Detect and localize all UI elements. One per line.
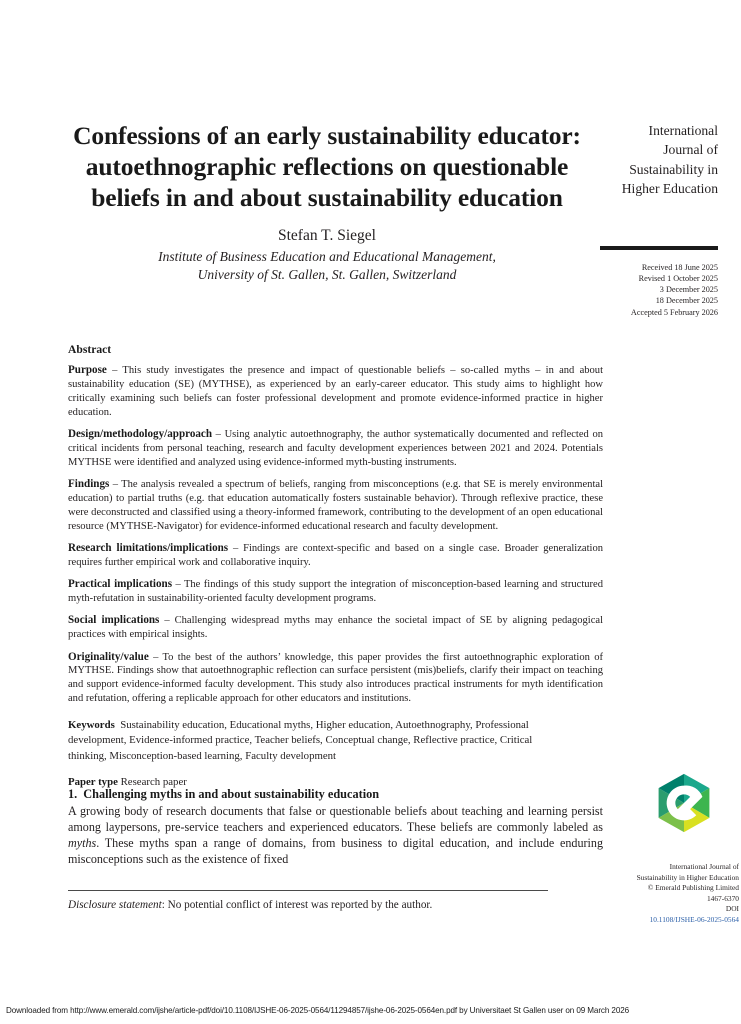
- imprint-doi: [593, 904, 739, 925]
- section-1-emphasis-myths: myths: [68, 836, 97, 851]
- keywords-line: [68, 718, 568, 764]
- affiliation-line-1: Institute of Business Education and Educational Management,: [158, 248, 496, 264]
- header-divider-rule: [600, 246, 718, 250]
- section-1: [68, 787, 603, 867]
- imprint-journal-line-1: International Journal of: [669, 862, 739, 871]
- abstract-originality-text: To the best of the authors’ knowledge, this paper provides the first autoethnographic exploration of MYTHSE. Findings show that autoethnographic reflection can surface persistent (mis)beliefs, clarify their impact on teaching and support evidence-informed faculty development. This study also introduces practical instruments for myth identification and refutation, offering a replicable approach for other educators and institutions.: [68, 651, 603, 705]
- emerald-hexagon-icon: [653, 772, 715, 834]
- abstract-originality-dash: –: [148, 651, 163, 663]
- abstract-heading: Abstract: [68, 343, 112, 356]
- journal-title-line-1: International: [648, 123, 718, 138]
- date-revised-2: 3 December 2025: [659, 285, 718, 295]
- journal-title-line-2: Journal of: [663, 142, 718, 158]
- abstract-design-text: Using analytic autoethnography, the author systematically documented and reflected on critical incidents from personal teaching, research and faculty development experiences between 2021 and 2024. Potentials MYTHSE were identified and analyzed using evidence-informed myth-busting instruments.: [68, 428, 603, 468]
- abstract-limitations: [68, 541, 603, 570]
- author-name: Stefan T. Siegel: [277, 227, 376, 245]
- abstract-purpose-text: This study investigates the presence and impact of questionable beliefs – so-called myths – in and about sustainability education (SE) (MYTHSE), as experienced by an early-career educator. This study aims to highlight how critically examining such beliefs can foster professional development and promote evidence-informed practice in higher education.: [68, 365, 603, 418]
- abstract-social-dash: –: [159, 615, 175, 627]
- imprint-copyright: © Emerald Publishing Limited: [647, 883, 739, 893]
- imprint-journal-line-2: Sustainability in Higher Education: [636, 872, 739, 882]
- journal-title-line-3: Sustainability in: [629, 161, 718, 177]
- doi-label: DOI: [725, 904, 739, 914]
- abstract-findings: [68, 477, 603, 533]
- journal-title-line-4: Higher Education: [621, 180, 718, 196]
- section-1-text-part-1: A growing body of research documents that false or questionable beliefs about teaching and learning persist among laypersons, pre-service teachers and experienced educators. These beliefs are commonly labeled as: [68, 804, 603, 835]
- abstract-practical-text: The findings of this study support the integration of misconception-based learning and structured myth-refutation in sustainability-oriented faculty development programs.: [68, 579, 603, 605]
- date-received: Received 18 June 2025: [641, 263, 718, 272]
- title-block: [66, 120, 588, 284]
- doi-link[interactable]: 10.1108/IJSHE-06-2025-0564: [649, 914, 739, 924]
- abstract-findings-text: The analysis revealed a spectrum of beliefs, ranging from misconceptions (e.g. that SE is merely environmental education) to partial truths (e.g. that education automatically fosters sustainable behavior). Through reflexive practice, these were deconstructed and classified using a theory-informed framework, contributing to the development of an open educational resource (MYTHSE-Navigator) for evidence-informed educational research and faculty development.: [68, 479, 603, 532]
- abstract-social-text: Challenging widespread myths may enhance the societal impact of SE by aligning pedagogical practices with empirical insights.: [68, 615, 604, 641]
- section-1-paragraph: [68, 803, 603, 867]
- author-affiliation: [66, 248, 588, 284]
- paper-type-label: Paper type: [68, 776, 118, 789]
- abstract-practical-dash: –: [172, 579, 184, 591]
- imprint-issn: 1467-6370: [706, 893, 739, 903]
- abstract-originality: [68, 650, 603, 706]
- abstract-originality-label: Originality/value: [68, 650, 149, 663]
- abstract-findings-label: Findings: [68, 478, 110, 491]
- abstract-design-label: Design/methodology/approach: [68, 427, 213, 440]
- affiliation-line-2: University of St. Gallen, St. Gallen, Switzerland: [197, 266, 457, 282]
- section-1-text-part-2: . These myths span a range of domains, from business to digital education, and include enduring misconceptions such as the existence of fixed: [68, 836, 603, 867]
- date-accepted: Accepted 5 February 2026: [630, 307, 718, 317]
- emerald-logo: [653, 772, 715, 834]
- abstract-section: [68, 343, 603, 790]
- abstract-practical-label: Practical implications: [68, 578, 173, 591]
- section-1-title: Challenging myths in and about sustainability education: [83, 787, 380, 801]
- abstract-limitations-dash: –: [228, 542, 244, 554]
- publication-dates: [588, 262, 718, 318]
- keywords-value: Sustainability education, Educational myths, Higher education, Autoethnography, Professional development, Evidence-informed practice, Teacher beliefs, Conceptual change, Reflective practice, Critical thinking, Misconception-based learning, Faculty development: [68, 719, 533, 762]
- abstract-design-dash: –: [212, 428, 225, 440]
- abstract-purpose-dash: –: [106, 365, 123, 376]
- abstract-findings-dash: –: [109, 479, 122, 491]
- journal-title-header: [598, 121, 718, 198]
- paper-header: [0, 0, 741, 330]
- disclosure-divider-rule: [68, 890, 548, 891]
- imprint-block: [593, 862, 739, 925]
- section-1-number: 1.: [68, 787, 78, 801]
- abstract-limitations-label: Research limitations/implications: [68, 541, 229, 554]
- date-revised-3: 18 December 2025: [655, 296, 718, 306]
- paper-type-value: Research paper: [120, 776, 187, 789]
- date-revised: Revised 1 October 2025: [638, 274, 718, 284]
- page-title: Confessions of an early sustainability educator: autoethnographic reflections on questionable beliefs in and about sustainability education: [73, 121, 581, 213]
- abstract-purpose-label: Purpose: [68, 364, 107, 376]
- download-footer: Downloaded from http://www.emerald.com/ijshe/article-pdf/doi/10.1108/IJSHE-06-2025-0564/11294857/ijshe-06-2025-0564en.pdf by Universitaet St Gallen user on 09 March 2026: [6, 1006, 630, 1015]
- keywords-label: Keywords: [68, 719, 115, 732]
- abstract-social-label: Social implications: [68, 614, 160, 627]
- disclosure-statement: [68, 898, 588, 913]
- section-1-heading: [68, 787, 603, 802]
- abstract-social: [68, 613, 603, 642]
- abstract-limitations-text: Findings are context-specific and based on a single case. Broader generalization requires further empirical work and collaborative inquiry.: [68, 542, 604, 568]
- disclosure-text: : No potential conflict of interest was reported by the author.: [161, 899, 433, 911]
- disclosure-label: Disclosure statement: [68, 899, 162, 911]
- abstract-design: [68, 427, 603, 470]
- abstract-purpose: [68, 363, 603, 419]
- abstract-practical: [68, 577, 603, 606]
